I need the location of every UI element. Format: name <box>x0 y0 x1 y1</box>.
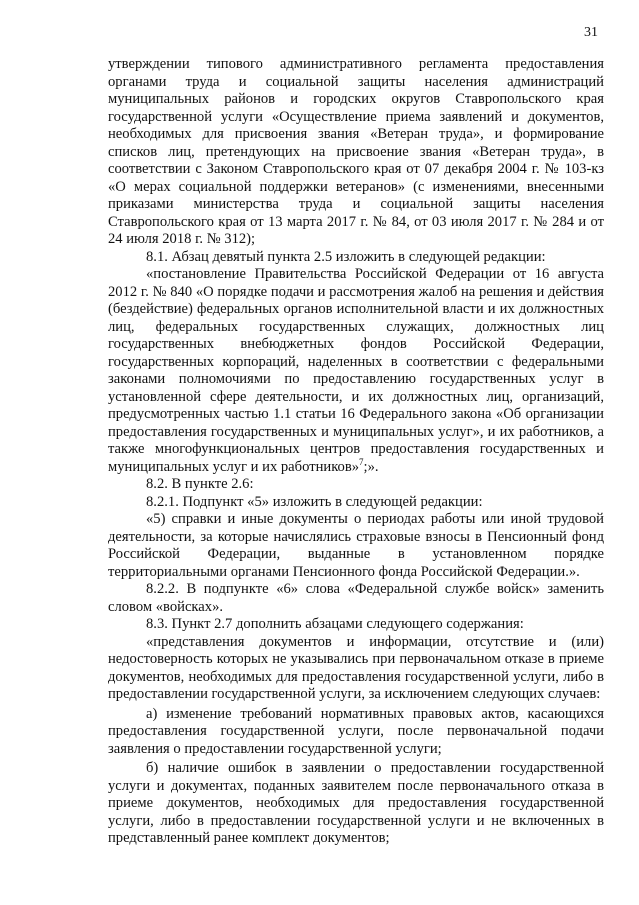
paragraph-8-1: 8.1. Абзац девятый пункта 2.5 изложить в следующей редакции: <box>146 248 546 265</box>
paragraph-government-decree-tail: ;». <box>363 458 379 475</box>
paragraph-8-3: 8.3. Пункт 2.7 дополнить абзацами следующего содержания: <box>146 616 524 632</box>
paragraph-government-decree <box>108 266 604 476</box>
paragraph-case-b: б) наличие ошибок в заявлении о предоставлении государственной услуги и документах, поданных заявителем после первоначального отказа в приеме документов, необходимых для предоставления государственной услуги, либо в предоставлении государственной услуги и не включенных в представленный ранее комплект документов; <box>108 760 604 846</box>
paragraph-8-2-1: 8.2.1. Подпункт «5» изложить в следующей редакции: <box>146 493 483 510</box>
footnote-marker: 7 <box>359 456 364 467</box>
document-body <box>108 56 604 848</box>
page-number: 31 <box>584 25 598 40</box>
paragraph-case-a: а) изменение требований нормативных правовых актов, касающихся предоставления государственной услуги, после первоначальной подачи заявления о предоставлении государственной услуги; <box>108 705 604 757</box>
paragraph-1: утверждении типового административного регламента предоставления органами труда и социальной защиты населения администраций муниципальных районов и городских округов Ставропольского края государственной услуги «Осуществление приема заявлений и документов, необходимых для присвоения звания «Ветеран труда», и формирование списков лиц, претендующих на присвоение звания «Ветеран труда», в соответствии с Законом Ставропольского края от 07 декабря 2004 г. № 103-кз «О мерах социальной поддержки ветеранов» (с изменениями, внесенными приказами министерства труда и социальной защиты населения Ставропольского края от 13 марта 2017 г. № 84, от 03 июля 2017 г. № 284 и от 24 июля 2018 г. № 312); <box>108 56 604 247</box>
paragraph-8-2: 8.2. В пункте 2.6: <box>146 476 254 492</box>
paragraph-subitem-5: «5) справки и иные документы о периодах работы или иной трудовой деятельности, за которые начислялись страховые взносы в Пенсионный фонд Российской Федерации, выданные в установленном порядке территориальными органами Пенсионного фонда Российской Федерации.». <box>108 511 604 580</box>
paragraph-8-2-2: 8.2.2. В подпункте «6» слова «Федеральной службе войск» заменить словом «войсках». <box>108 581 604 615</box>
paragraph-documents-presentation: «представления документов и информации, отсутствие и (или) недостоверность которых не указывались при первоначальном отказе в приеме документов, необходимых для предоставления государственной услуги, либо в предоставлении государственной услуги, за исключением следующих случаев: <box>108 633 604 702</box>
paragraph-government-decree-text: «постановление Правительства Российской Федерации от 16 августа 2012 г. № 840 «О порядке подачи и рассмотрения жалоб на решения и действия (бездействие) федеральных органов исполнительной власти и их должностных лиц, федеральных государственных служащих, должностных лиц государственных внебюджетных фондов Российской Федерации, государственных корпораций, наделенных в соответствии с федеральными законами полномочиями по предоставлению государственных услуг в установленной сфере деятельности, и их должностных лиц, организаций, предусмотренных частью 1.1 статьи 16 Федерального закона «Об организации предоставления государственных и муниципальных услуг», и их работников, а также многофункциональных центров предоставления государственных и муниципальных услуг и их работников» <box>108 266 604 475</box>
